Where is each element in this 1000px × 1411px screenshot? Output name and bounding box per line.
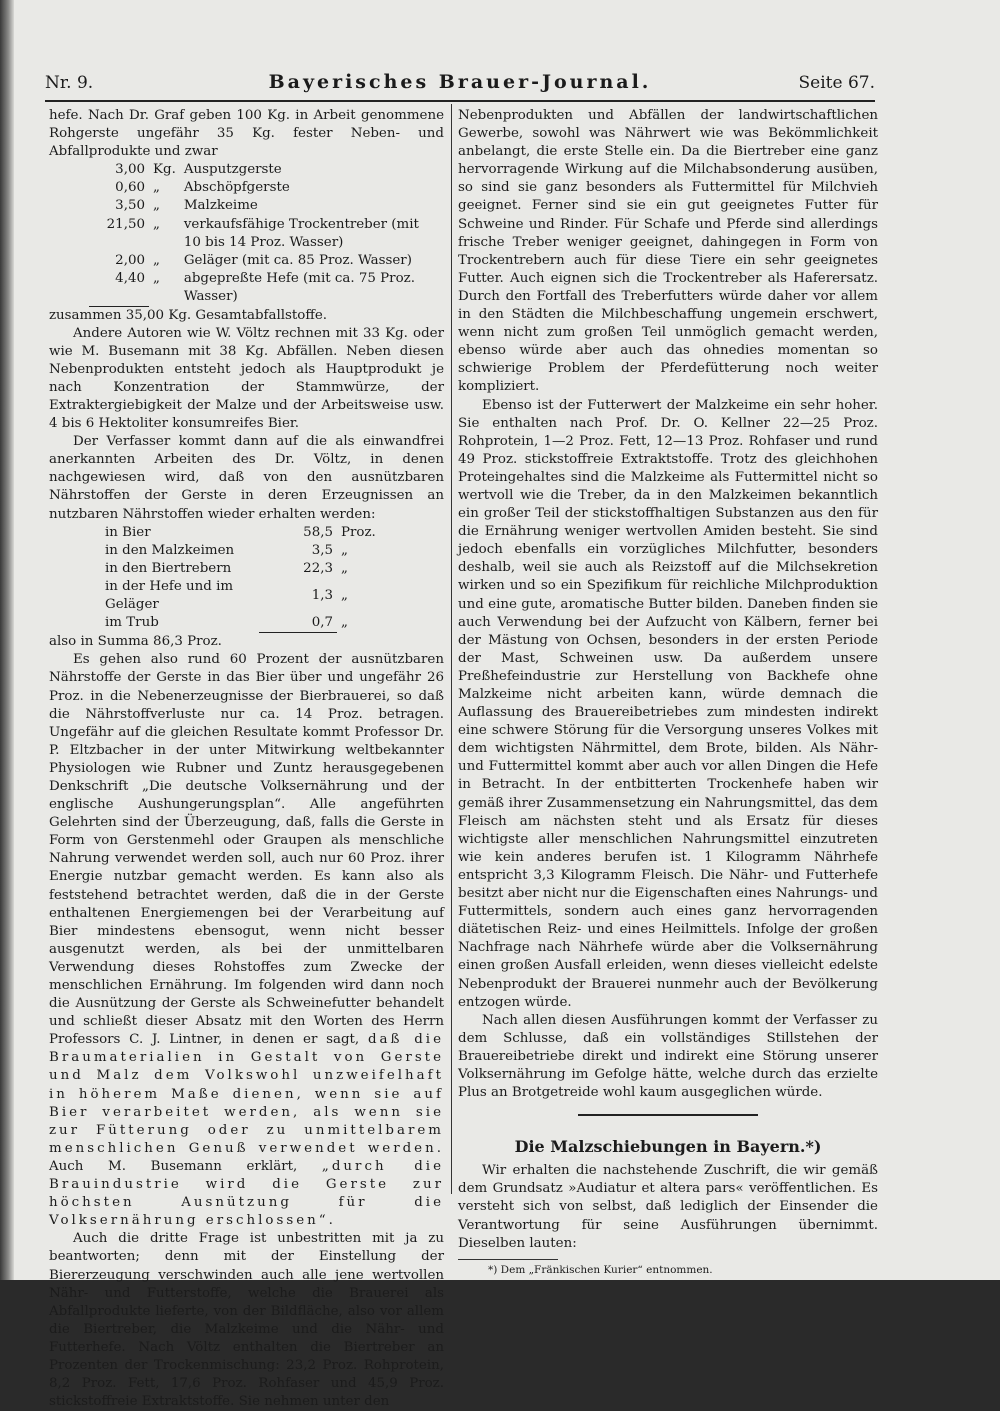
unit: „ xyxy=(341,542,348,558)
value: 2,00 xyxy=(115,252,145,268)
left-column xyxy=(49,107,444,1411)
table-row xyxy=(101,578,380,614)
sum-line: also in Summa 86,3 Proz. xyxy=(49,634,222,650)
section-divider xyxy=(578,1114,758,1116)
value: 1,3 xyxy=(311,587,333,603)
table-row xyxy=(101,614,380,633)
table-row xyxy=(89,270,444,306)
paragraph: Wir erhalten die nachstehende Zuschrift, die wir gemäß dem Grundsatz »Audiatur et altera pars« veröffentlichen. Es versteht sich von selbst, daß lediglich der Einsender die Verantwortung für seine Ausführungen übernimmt. Dieselben lauten: xyxy=(458,1163,878,1251)
column-rule xyxy=(451,104,452,1194)
value: 0,7 xyxy=(259,614,337,633)
table-row xyxy=(101,560,380,578)
label: in der Hefe und im Geläger xyxy=(105,578,234,613)
paragraph: Andere Autoren wie W. Völtz rechnen mit 33 Kg. oder wie M. Busemann mit 38 Kg. Abfällen. Neben diesen Nebenprodukten entsteht jedoch als Hauptprodukt je nach Konzentration der Stammwürze, der Extraktergiebigkeit der Malze und der Arbeitsweise usw. 4 bis 6 Hektoliter konsumreifes Bier. xyxy=(49,325,444,432)
unit: „ xyxy=(341,560,348,576)
paragraph: Ebenso ist der Futterwert der Malzkeime ein sehr hoher. Sie enthalten nach Prof. Dr. O. Kellner 22—25 Proz. Rohprotein, 1—2 Proz. Fett, 12—13 Proz. Rohfaser und rund 49 Proz. stickstoffreie Extraktstoffe. Trotz des gleichhohen Proteingehaltes sind die Malzkeime als Futtermittel nicht so wertvoll wie die Treber, da in den Malzkeimen bekanntlich ein großer Teil der stickstoffhaltigen Substanzen aus den für die Ernährung weniger wertvollen Amiden besteht. Sie sind jedoch ebenfalls ein vorzügliches Milchfutter, besonders deshalb, weil sie auch als Reizstoff auf die Milchsekretion wirken und so ein Spezifikum für reichliche Milchproduktion und eine gute, aromatische Butter bilden. Daneben finden sie auch Verwendung bei der Aufzucht von Kälbern, ferner bei der Mästung von Ochsen, besonders in der ersten Periode der Mast, Schweinen usw. Da außerdem unsere Preßhefeindustrie zur Herstellung von Backhefe ohne Malzkeime nicht arbeiten kann, würde demnach die Auflassung des Brauereibetriebes zum mindesten indirekt eine schwere Störung für die Versorgung unseres Volkes mit dem wichtigsten Nährmittel, dem Brote, bilden. Als Nähr- und Futtermittel kommt aber auch vor allen Dingen die Hefe in Betracht. In der entbitterten Trockenhefe haben wir gemäß ihrer Zusammensetzung ein Nahrungsmittel, das dem Fleisch am nächsten steht und als Ersatz für dieses wichtigste aller menschlichen Nahrungsmittel einzutreten wie kein anderes berufen ist. 1 Kilogramm Nährhefe entspricht 3,3 Kilogramm Fleisch. Die Nähr- und Futterhefe besitzt aber nicht nur die Eigenschaften eines Nahrungs- und Futtermittels, sondern auch eines ganz hervorragenden diätetischen Reiz- und eines Heilmittels. Infolge der großen Nachfrage nach Nährhefe würde aber die Volksernährung einen großen Ausfall erleiden, wenn dieses vielleicht edelste Nebenprodukt der Brauerei nunmehr auch der Bevölkerung entzogen würde. xyxy=(458,397,878,1010)
page-number: Seite 67. xyxy=(798,73,875,93)
value: 3,50 xyxy=(115,198,145,214)
label: in Bier xyxy=(105,524,151,540)
spaced-quote: „durch die Brauindustrie wird die Gerste zur höchsten Ausnützung für die Volksernährung erschlossen“. xyxy=(49,1158,445,1229)
value: 3,00 xyxy=(115,162,145,178)
right-column xyxy=(458,107,878,1277)
label: Abschöpfgerste xyxy=(183,180,290,196)
page-header xyxy=(45,73,875,99)
table-row xyxy=(89,252,444,270)
paragraph-text: Auch M. Busemann erklärt, xyxy=(49,1158,298,1174)
label: in den Malzkeimen xyxy=(105,542,235,558)
label: in den Biertrebern xyxy=(105,560,232,576)
paragraph-text: Es gehen also rund 60 Prozent der ausnützbaren Nährstoffe der Gerste in das Bier über und ungefähr 26 Proz. in die Nebenerzeugnisse der Bierbrauerei, so daß die Nährstoffverluste nur ca. 14 Proz. betragen. Ungefähr auf die gleichen Resultate kommt Professor Dr. P. Eltzbacher in der unter Mitwirkung weltbekannter Physiologen wie Rubner und Zuntz herausgegebenen Denkschrift „Die deutsche Volksernährung und der englische Aushungerungsplan“. Alle angeführten Gelehrten sind der Überzeugung, daß, falls die Gerste in Form von Gerstenmehl oder Graupen als menschliche Nahrung verwendet werden soll, auch nur 60 Proz. ihrer Energie nutzbar gemacht werden. Es kann also als feststehend betrachtet werden, daß die in der Gerste enthaltenen Energiemengen bei der Verarbeitung auf Bier mindestens ebensogut, wenn nicht besser ausgenutzt werden, als bei der unmittelbaren Verwendung dieses Rohstoffes zum Zwecke der menschlichen Ernährung. Im folgenden wird dann noch die Ausnützung der Gerste als Schweinefutter behandelt und schließt dieser Absatz mit den Worten des Herrn Professors C. J. Lintner, in denen er sagt, xyxy=(49,652,444,1048)
unit: „ xyxy=(153,180,160,196)
unit: Kg. xyxy=(153,162,176,178)
binding-shadow xyxy=(0,0,14,1280)
label: verkaufsfähige Trockentreber (mit 10 bis 14 Proz. Wasser) xyxy=(183,216,419,250)
byproducts-table xyxy=(89,161,444,306)
table-row xyxy=(89,216,444,252)
paragraph xyxy=(49,651,444,1230)
value: 4,40 xyxy=(89,270,149,306)
paragraph: hefe. Nach Dr. Graf geben 100 Kg. in Arbeit genommene Rohgerste ungefähr 35 Kg. fester Neben- und Abfallprodukte und zwar xyxy=(49,108,444,160)
label: Malzkeime xyxy=(183,198,258,214)
unit: „ xyxy=(153,270,160,286)
paragraph: Nach allen diesen Ausführungen kommt der Verfasser zu dem Schlusse, daß ein vollständiges Stillstehen der Brauereibetriebe direkt und indirekt eine Störung unserer Volksernährung im Gefolge hätte, welche durch das erzielte Plus an Brotgetreide wohl kaum ausgeglichen würde. xyxy=(458,1012,878,1101)
unit: „ xyxy=(341,587,348,603)
paragraph: Auch die dritte Frage ist unbestritten mit ja zu beantworten; denn mit der Einstellung der Biererzeugung verschwinden auch alle jene wertvollen Nähr- und Futterstoffe, welche die Brauerei als Abfallprodukte lieferte, von der Bildfläche, also vor allem die Biertreber, die Malzkeime und die Nähr- und Futterhefe. Nach Völtz enthalten die Biertreber an Prozenten der Trockenmischung: 23,2 Proz. Rohprotein, 8,2 Proz. Fett, 17,6 Proz. Rohfaser und 45,9 Proz. stickstoffreie Extraktstoffe. Sie nehmen unter den xyxy=(49,1231,444,1410)
table-row xyxy=(89,197,444,215)
section-title: Die Malzschiebungen in Bayern.*) xyxy=(514,1137,822,1157)
table-row xyxy=(89,179,444,197)
journal-title: Bayerisches Brauer-Journal. xyxy=(268,71,652,93)
paragraph: Der Verfasser kommt dann auf die als einwandfrei anerkannten Arbeiten des Dr. Völtz, in denen nachgewiesen wird, daß von den ausnützbaren Nährstoffen der Gerste in deren Erzeugnissen an nutzbaren Nährstoffen wieder erhalten werden: xyxy=(49,434,444,522)
value: 21,50 xyxy=(106,216,145,232)
unit: „ xyxy=(153,198,160,214)
paragraph: Nebenprodukten und Abfällen der landwirtschaftlichen Gewerbe, sowohl was Nährwert wie was Bekömmlichkeit anbelangt, die erste Stelle ein. Da die Biertreber eine ganz hervorragende Wirkung auf die Milchabsonderung ausüben, so sind sie ganz besonders als Futtermittel für Milchvieh geeignet. Ferner sind sie ein gut geeignetes Futter für Schweine und Rinder. Für Schafe und Pferde sind allerdings frische Treber weniger geeignet, dahingegen in Form von Trockentrebern auch für diese Tiere ein sehr geeignetes Futter. Auch eignen sich die Trockentreber als Haferersatz. Durch den Fortfall des Treberfutters würde daher vor allem in den Städten die Milchbeschaffung ungemein erschwert, wenn nicht zum großen Teil unmöglich gemacht werden, ebenso würde aber auch das ohnedies momentan so schwierige Problem der Pferdefütterung noch weiter kompliziert. xyxy=(458,108,878,395)
value: 0,60 xyxy=(115,180,145,196)
value: 22,3 xyxy=(303,560,333,576)
label: Geläger (mit ca. 85 Proz. Wasser) xyxy=(183,252,412,268)
spaced-quote: daß die Braumaterialien in Gestalt von Gerste und Malz dem Volkswohl unzweifelhaft in höherem Maße dienen, wenn sie auf Bier verarbeitet werden, als wenn sie zur Fütterung oder zu unmittelbarem menschlichen Genuß verwendet werden. xyxy=(49,1032,445,1156)
unit: „ xyxy=(341,615,348,631)
label: abgepreßte Hefe (mit ca. 75 Proz. Wasser) xyxy=(183,270,415,304)
unit: Proz. xyxy=(341,524,376,540)
header-rule xyxy=(45,100,875,102)
issue-number: Nr. 9. xyxy=(45,73,94,93)
nutrient-table xyxy=(101,524,380,634)
label: Ausputzgerste xyxy=(183,162,282,178)
table-row xyxy=(89,161,444,179)
value: 3,5 xyxy=(311,542,333,558)
table-row xyxy=(101,524,380,542)
table-row xyxy=(101,542,380,560)
unit: „ xyxy=(153,252,160,268)
value: 58,5 xyxy=(303,524,333,540)
footnote-rule xyxy=(458,1259,558,1260)
total-line: zusammen 35,00 Kg. Gesamtabfallstoffe. xyxy=(49,307,328,323)
footnote: *) Dem „Fränkischen Kurier“ entnommen. xyxy=(488,1263,713,1276)
label: im Trub xyxy=(105,615,159,631)
unit: „ xyxy=(153,216,160,232)
